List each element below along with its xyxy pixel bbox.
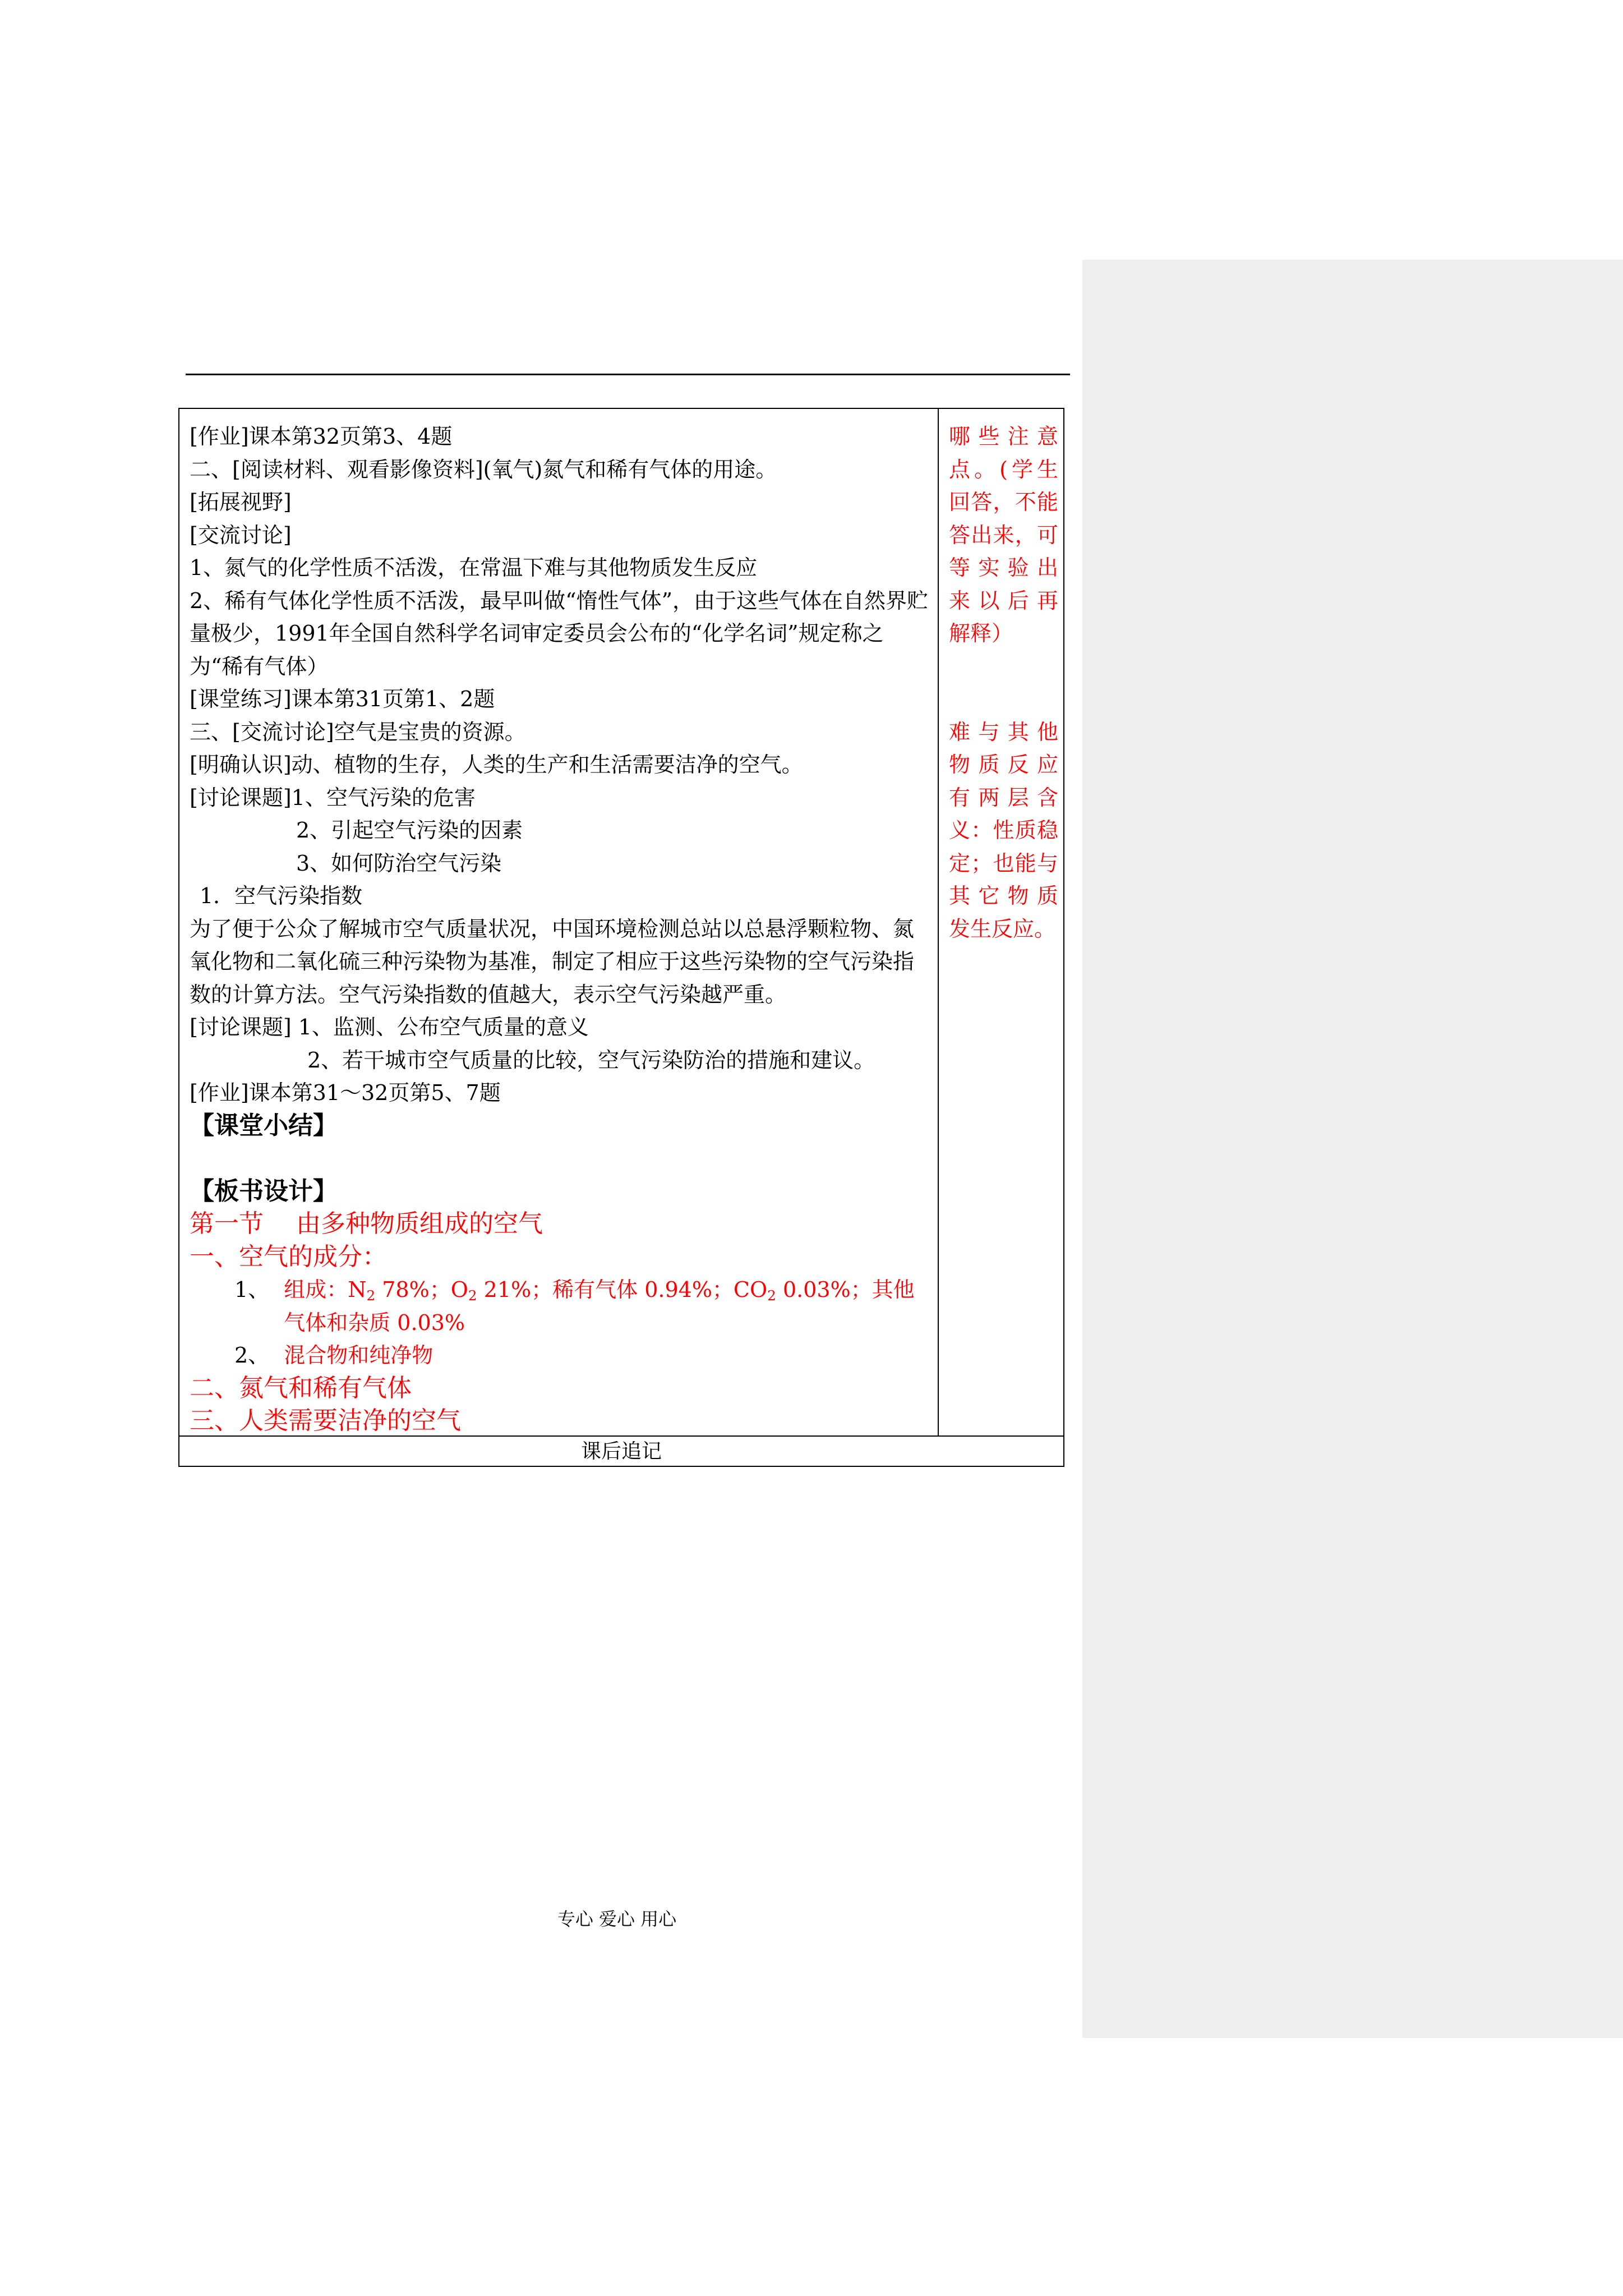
side-note-2: 难 与 其 他 物 质 反 应 有 两 层 含 义：性质稳 定；也能与 其 它 物 质 发生反应。 — [949, 719, 1058, 941]
pollution-index-heading: 1．空气污染指数 — [200, 884, 363, 908]
board-item-2-text: 混合物和纯净物 — [284, 1343, 434, 1368]
board-section-3: 三、人类需要洁净的空气 — [190, 1406, 461, 1435]
blank-line — [190, 1142, 930, 1175]
header-rule — [186, 374, 1070, 375]
reading-materials-line: 二、[阅读材料、观看影像资料](氧气)氮气和稀有气体的用途。 — [190, 457, 777, 482]
homework-line-1: [作业]课本第32页第3、4题 — [190, 424, 453, 449]
discussion-topic-1: [讨论课题]1、空气污染的危害 — [190, 785, 476, 810]
board-item-1 — [190, 1273, 930, 1339]
discussion-topic-monitoring: [讨论课题] 1、监测、公布空气质量的意义 — [190, 1015, 589, 1039]
air-resource-line: 三、[交流讨论]空气是宝贵的资源。 — [190, 719, 526, 744]
comment-pane — [1082, 260, 1623, 2038]
board-item-2-number: 2、 — [234, 1343, 270, 1368]
board-item-1-text: 组成：$N_2$ 78%；$O_2$ 21%；稀有气体 0.94%；$CO_2$ 0.03%；其他气体和杂质 0.03% — [284, 1277, 915, 1335]
board-section-2: 二、氮气和稀有气体 — [190, 1373, 412, 1402]
board-item-1-number: 1、 — [234, 1277, 270, 1302]
lesson-table — [178, 408, 1064, 1467]
discussion-topic-2: 2、引起空气污染的因素 — [296, 818, 523, 843]
homework-line-2: [作业]课本第31～32页第5、7题 — [190, 1080, 501, 1105]
discussion-topic-comparison: 2、若干城市空气质量的比较，空气污染防治的措施和建议。 — [307, 1047, 875, 1073]
side-note-1: 哪 些 注 意 点。(学生 回答，不能 答出来，可 等 实 验 出 来 以 后 再 解释） — [949, 424, 1058, 646]
board-item-2 — [190, 1339, 930, 1372]
discussion-heading-1: [交流讨论] — [190, 522, 292, 547]
noble-gas-paragraph: 2、稀有气体化学性质不活泼，最早叫做“惰性气体”，由于这些气体在自然界贮量极少，1991年全国自然科学名词审定委员会公布的“化学名词”规定称之为“稀有气体） — [190, 588, 929, 679]
nitrogen-property-line: 1、氮气的化学性质不活泼，在常温下难与其他物质发生反应 — [190, 555, 758, 580]
board-design-heading: 【板书设计】 — [190, 1176, 338, 1205]
clear-understanding-line: [明确认识]动、植物的生存，人类的生产和生活需要洁净的空气。 — [190, 752, 803, 777]
side-notes-cell — [949, 420, 1058, 978]
page-footer: 专心 爱心 用心 — [557, 1908, 677, 1930]
pollution-index-paragraph: 为了便于公众了解城市空气质量状况，中国环境检测总站以总悬浮颗粒物、氮氧化物和二氧化硫三种污染物为基准，制定了相应于这些污染物的空气污染指数的计算方法。空气污染指数的值越大，表示空气污染越严重。 — [190, 916, 915, 1007]
expand-horizon-line: [拓展视野] — [190, 490, 292, 514]
board-section-1: 一、空气的成分： — [190, 1242, 387, 1271]
class-summary-heading: 【课堂小结】 — [190, 1111, 338, 1140]
discussion-topic-3: 3、如何防治空气污染 — [296, 850, 502, 876]
after-class-notes-cell: 课后追记 — [580, 1440, 662, 1463]
board-title: 第一节 由多种物质组成的空气 — [190, 1209, 543, 1238]
lesson-content-cell — [190, 420, 930, 1438]
classroom-exercise-line: [课堂练习]课本第31页第1、2题 — [190, 687, 495, 711]
column-divider — [938, 409, 939, 1435]
